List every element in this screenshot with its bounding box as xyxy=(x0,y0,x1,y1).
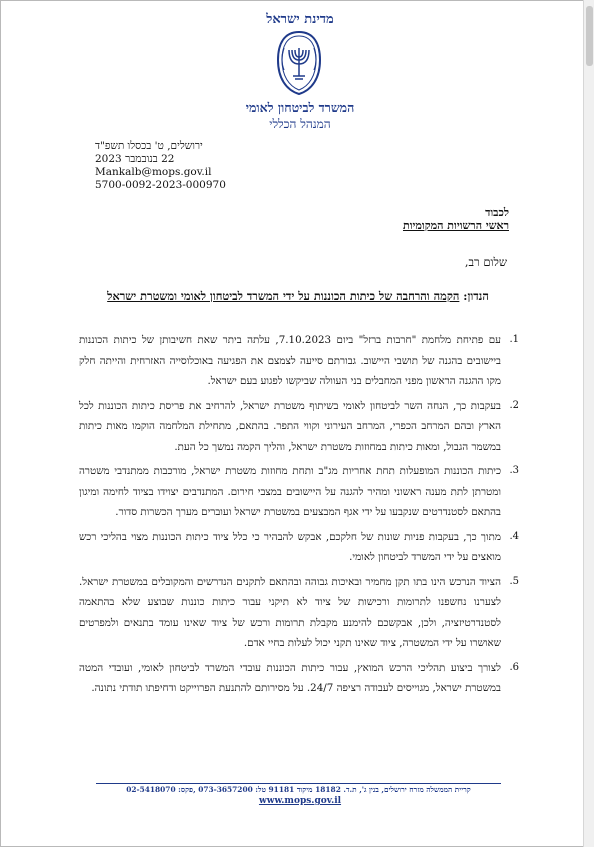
paragraph-number: 6. xyxy=(509,661,519,673)
ministry-name: המשרד לביטחון לאומי xyxy=(245,100,355,115)
state-name: מדינת ישראל xyxy=(266,12,334,27)
paragraph-text: כיתות הכוננות המופעלות תחת אחריות מג"ב ותחת מחוזות משטרת ישראל, מורכבות ממתנדבי משטרה ומטרתן לתת מענה ראשוני ומהיר להגנה על היישובים במצבי חירום. המתנדבים יצוידו בציוד לחימה ומיגון בהתאם לסטנדרטים שנקבעו על ידי אגף המבצעים במשטרת ישראל ועוברים מערך הכשרות סדור. xyxy=(79,465,501,518)
addressee-block xyxy=(209,206,509,232)
paragraph-text: לצורך ביצוע תהליכי הרכש המואץ, עבור כיתות הכוננות עובדי המשרד לביטחון לאומי, ועובדי המטה במשטרת ישראל, מגוייסים לעבודה רציפה 24/7. על מסירותם להתנעת הפרוייקט ודחיפתו תודתי נתונה. xyxy=(79,661,501,694)
recipients: ראשי הרשויות המקומיות xyxy=(402,219,509,232)
gregorian-date: 22 בנובמבר 2023 xyxy=(95,153,175,165)
paragraph-text: הציוד הנרכש הינו בתו תקן מחמיר ובאיכות גבוהה ובהתאם לתקנים הנדרשים והמקובלים במשטרת ישראל. לצערנו נחשפנו לתרומות ורכישות של ציוד לא תיקני עבור כיתות כוננות שבוצע שלא בהתאמה לסטנדרטיזציה, ולכן, אבקשכם להימנע מקבלת תרומות ורכש של ציוד שאינו עומד בתנאים ולמפרטים שאושרו על ידי המשטרה, ציוד שאינו תקני יכול לעלות בחיי אדם. xyxy=(79,575,501,649)
subject-lead: הנדון: xyxy=(463,289,489,303)
paragraph xyxy=(79,330,519,392)
paragraph-text: עם פתיחת מלחמת "חרבות ברזל" ביום 7.10.2023, עלתה ביתר שאת חשיבותן של כיתות הכוננות ביישובים בהגנה של תושבי היישוב. גבורתם סייעה לצמצם את הפגיעה באוכלוסייה האזרחית והייתה חלק מקו ההגנה הראשון מפני המחבלים בני העוולה שביקשו לפגוע בעם ישראל. xyxy=(79,334,501,387)
footer-address: קריית הממשלה מזרח ירושלים, בנין ג', ת.ד. 18182 מיקוד 91181 טל: 073-3657200 ,פקס: 02-5418070 xyxy=(126,785,471,794)
greeting: שלום רב, xyxy=(464,255,507,269)
vertical-scrollbar[interactable] xyxy=(583,0,594,847)
email-address[interactable]: Mankalb@mops.gov.il xyxy=(95,166,212,178)
body-paragraphs xyxy=(79,330,519,703)
paragraph xyxy=(79,572,519,654)
reference-number: 5700-0092-2023-000970 xyxy=(95,179,226,191)
paragraph-text: מתוך כך, בעקבות פניות שונות של חלקכם, אבקש להבהיר כי כלל ציוד כיתות הכוננות מצוי בהליכי רכש מואצים על ידי המשרד לביטחון לאומי. xyxy=(79,530,501,563)
hebrew-date: ירושלים, ט' בכסלו תשפ"ד xyxy=(95,140,203,152)
subject-text: הקמה והרחבה של כיתות הכוננות על ידי המשרד לביטחון לאומי ומשטרת ישראל xyxy=(107,289,460,303)
paragraph xyxy=(79,658,519,699)
footer-divider xyxy=(96,783,501,784)
department-name: המנהל הכללי xyxy=(269,117,331,131)
footer-website-link[interactable]: www.mops.gov.il xyxy=(258,796,342,806)
to-label: לכבוד xyxy=(485,206,509,219)
scrollbar-thumb[interactable] xyxy=(586,6,593,66)
paragraph xyxy=(79,461,519,523)
state-emblem-icon xyxy=(274,30,324,96)
paragraph-number: 3. xyxy=(509,465,519,476)
paragraph xyxy=(79,396,519,458)
paragraph-number: 2. xyxy=(509,399,519,411)
paragraph-number: 1. xyxy=(509,334,519,345)
paragraph-text: בעקבות כך, הנחה השר לביטחון לאומי בשיתוף משטרת ישראל, להרחיב את פריסת כיתות הכוננות לכל הארץ ובהם המרחב הכפרי, המרחב העירוני וקווי התפר. בהתאם, מתחילת המלחמה הוקמו מאות כיתות במשמר הגבול, ומאות כיתות במחוזות משטרת ישראל, והליך הקמה נמשך כל העת. xyxy=(79,399,501,453)
letter-meta xyxy=(95,140,265,192)
paragraph-number: 4. xyxy=(509,530,519,542)
paragraph xyxy=(79,527,519,568)
subject-line xyxy=(88,289,508,304)
paragraph-number: 5. xyxy=(509,575,519,587)
